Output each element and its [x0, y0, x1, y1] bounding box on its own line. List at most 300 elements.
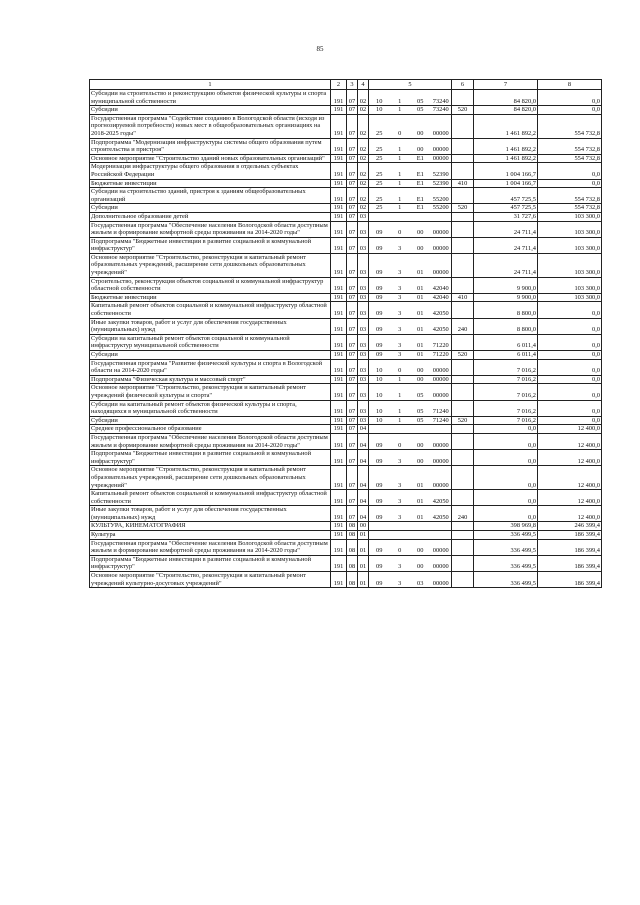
activity-code: 00: [417, 547, 424, 555]
section-code: 07: [347, 416, 358, 425]
amount-col8: 554 732,8: [538, 188, 602, 204]
target-article: [369, 204, 452, 213]
table-row: [90, 212, 602, 221]
table-row: [90, 416, 602, 425]
subsection-code: 02: [358, 90, 369, 106]
subsection-code: 04: [358, 450, 369, 466]
subsection-code: 04: [358, 506, 369, 522]
amount-col8: 103 300,0: [538, 293, 602, 302]
direction-code: 00000: [432, 563, 449, 571]
target-article: [369, 490, 452, 506]
amount-col8: 186 399,4: [538, 531, 602, 540]
amount-col8: 0,0: [538, 384, 602, 400]
subsection-code: 04: [358, 490, 369, 506]
amount-col8: 12 400,0: [538, 506, 602, 522]
expense-type: [452, 212, 474, 221]
activity-code: E1: [416, 154, 424, 162]
target-article: [369, 572, 452, 588]
admin-code: 191: [331, 106, 347, 115]
table-row: [90, 188, 602, 204]
direction-code: 42050: [432, 497, 449, 505]
expense-type: [452, 433, 474, 449]
activity-code: E1: [416, 195, 424, 203]
amount-col8: 246 399,4: [538, 522, 602, 531]
amount-col7: 7 016,2: [474, 400, 538, 416]
row-name: Основное мероприятие "Строительство зданий новых образовательных организаций": [90, 154, 331, 163]
section-code: 08: [347, 539, 358, 555]
direction-code: 00000: [432, 579, 449, 587]
row-name: Подпрограмма "Модернизация инфраструктуры системы общего образования путем строительства и пристроя": [90, 138, 331, 154]
target-article: [369, 253, 452, 277]
section-code: 07: [347, 204, 358, 213]
target-article: [369, 539, 452, 555]
row-name: КУЛЬТУРА, КИНЕМАТОГРАФИЯ: [90, 522, 331, 531]
amount-col7: 336 499,5: [474, 539, 538, 555]
subsection-code: 02: [358, 106, 369, 115]
direction-code: 00000: [432, 229, 449, 237]
table-row: [90, 318, 602, 334]
direction-code: 52390: [432, 179, 449, 187]
amount-col7: 24 711,4: [474, 221, 538, 237]
table-row: [90, 490, 602, 506]
section-code: 07: [347, 163, 358, 179]
amount-col8: 554 732,8: [538, 204, 602, 213]
row-name: Государственная программа "Содействие созданию в Вологодской области (исходя из прогнозируемой потребности) новых мест в общеобразовательных организациях на 2018-2025 годы": [90, 114, 331, 138]
target-article: [369, 277, 452, 293]
subprogram-code: 3: [398, 285, 402, 293]
amount-col7: 31 727,6: [474, 212, 538, 221]
subprogram-code: 3: [398, 310, 402, 318]
table-row: [90, 302, 602, 318]
program-code: 09: [376, 342, 383, 350]
subsection-code: 03: [358, 302, 369, 318]
direction-code: 42040: [432, 285, 449, 293]
table-row: [90, 154, 602, 163]
subsection-code: 01: [358, 555, 369, 571]
subsection-code: 03: [358, 277, 369, 293]
subsection-code: 03: [358, 221, 369, 237]
activity-code: E1: [416, 204, 424, 212]
budget-table: [89, 79, 602, 588]
expense-type: [452, 253, 474, 277]
program-code: 09: [376, 579, 383, 587]
target-article: [369, 506, 452, 522]
amount-col8: 0,0: [538, 90, 602, 106]
table-row: [90, 106, 602, 115]
subprogram-code: 0: [398, 441, 402, 449]
subsection-code: 03: [358, 237, 369, 253]
subsection-code: 01: [358, 572, 369, 588]
direction-code: 42040: [432, 293, 449, 301]
section-code: 07: [347, 359, 358, 375]
activity-code: 01: [417, 351, 424, 358]
amount-col8: 0,0: [538, 375, 602, 384]
amount-col8: 103 300,0: [538, 277, 602, 293]
program-code: 09: [376, 285, 383, 293]
subsection-code: 02: [358, 163, 369, 179]
subsection-code: 02: [358, 204, 369, 213]
subsection-code: 01: [358, 539, 369, 555]
admin-code: 191: [331, 522, 347, 531]
row-name: Капитальный ремонт объектов социальной и коммунальной инфраструктур областной собственности: [90, 490, 331, 506]
amount-col8: 554 732,8: [538, 138, 602, 154]
target-article: [369, 466, 452, 490]
expense-type: [452, 572, 474, 588]
amount-col8: 103 300,0: [538, 253, 602, 277]
direction-code: 42050: [432, 310, 449, 318]
section-code: 07: [347, 506, 358, 522]
amount-col7: 9 900,0: [474, 293, 538, 302]
program-code: 09: [376, 310, 383, 318]
program-code: 09: [376, 441, 383, 449]
target-article: [369, 450, 452, 466]
admin-code: 191: [331, 490, 347, 506]
subsection-code: 00: [358, 522, 369, 531]
subsection-code: 04: [358, 425, 369, 434]
expense-type: 520: [452, 106, 474, 115]
amount-col7: 7 016,2: [474, 359, 538, 375]
subsection-code: 03: [358, 253, 369, 277]
subsection-code: 03: [358, 212, 369, 221]
row-name: Подпрограмма "Бюджетные инвестиции в развитие социальной и коммунальной инфраструктур": [90, 237, 331, 253]
expense-type: [452, 302, 474, 318]
admin-code: 191: [331, 221, 347, 237]
amount-col7: 1 004 166,7: [474, 163, 538, 179]
expense-type: [452, 188, 474, 204]
expense-type: 410: [452, 179, 474, 188]
program-code: 09: [376, 497, 383, 505]
section-code: 07: [347, 114, 358, 138]
admin-code: 191: [331, 506, 347, 522]
subprogram-code: 3: [398, 457, 402, 465]
program-code: 25: [376, 170, 383, 178]
amount-col7: 7 016,2: [474, 375, 538, 384]
program-code: 09: [376, 513, 383, 521]
subsection-code: 02: [358, 179, 369, 188]
expense-type: [452, 277, 474, 293]
table-row: [90, 400, 602, 416]
subprogram-code: 3: [398, 563, 402, 571]
target-article: [369, 106, 452, 115]
program-code: 09: [376, 481, 383, 489]
section-code: 08: [347, 555, 358, 571]
table-row: [90, 506, 602, 522]
row-name: Культура: [90, 531, 331, 540]
subsection-code: 03: [358, 318, 369, 334]
direction-code: 00000: [432, 457, 449, 465]
amount-col7: 84 820,0: [474, 90, 538, 106]
admin-code: 191: [331, 90, 347, 106]
target-article: [369, 221, 452, 237]
target-article: [369, 163, 452, 179]
subprogram-code: 1: [398, 195, 402, 203]
table-body: [90, 90, 602, 588]
direction-code: 42050: [432, 513, 449, 521]
admin-code: 191: [331, 572, 347, 588]
row-name: Государственная программа "Развитие физической культуры и спорта в Вологодской области на 2014-2020 годы": [90, 359, 331, 375]
expense-type: [452, 90, 474, 106]
amount-col7: 24 711,4: [474, 253, 538, 277]
table-row: [90, 179, 602, 188]
target-article: [369, 359, 452, 375]
header-cell: 5: [369, 80, 452, 90]
program-code: 25: [376, 146, 383, 154]
row-name: Модернизация инфраструктуры общего образования в отдельных субъектах Российской Федерации: [90, 163, 331, 179]
direction-code: 42050: [432, 326, 449, 334]
table-row: [90, 450, 602, 466]
subprogram-code: 3: [398, 481, 402, 489]
amount-col7: 7 016,2: [474, 384, 538, 400]
subprogram-code: 1: [398, 408, 402, 416]
direction-code: 55200: [432, 204, 449, 212]
direction-code: 00000: [432, 146, 449, 154]
section-code: 07: [347, 237, 358, 253]
amount-col7: 0,0: [474, 466, 538, 490]
program-code: 25: [376, 154, 383, 162]
section-code: 07: [347, 106, 358, 115]
subprogram-code: 1: [398, 179, 402, 187]
expense-type: 520: [452, 351, 474, 360]
table-row: [90, 334, 602, 350]
amount-col8: 12 400,0: [538, 450, 602, 466]
target-article: [369, 384, 452, 400]
program-code: 10: [376, 408, 383, 416]
activity-code: 05: [417, 408, 424, 416]
subprogram-code: 1: [398, 416, 402, 424]
program-code: 10: [376, 391, 383, 399]
subsection-code: 02: [358, 154, 369, 163]
activity-code: 01: [417, 326, 424, 334]
admin-code: 191: [331, 163, 347, 179]
program-code: 25: [376, 195, 383, 203]
subsection-code: 02: [358, 188, 369, 204]
program-code: 10: [376, 375, 383, 383]
amount-col7: 0,0: [474, 450, 538, 466]
subprogram-code: 1: [398, 204, 402, 212]
subprogram-code: 3: [398, 326, 402, 334]
amount-col7: 6 011,4: [474, 351, 538, 360]
expense-type: [452, 237, 474, 253]
program-code: 25: [376, 129, 383, 137]
header-cell: 2: [331, 80, 347, 90]
amount-col7: 6 011,4: [474, 334, 538, 350]
row-name: Государственная программа "Обеспечение населения Вологодской области доступным жильем и формирование комфортной среды проживания на 2014-2020 годы": [90, 433, 331, 449]
expense-type: [452, 154, 474, 163]
subprogram-code: 1: [398, 146, 402, 154]
header-cell: 3: [347, 80, 358, 90]
activity-code: 00: [417, 457, 424, 465]
subsection-code: 03: [358, 334, 369, 350]
section-code: 07: [347, 179, 358, 188]
table-row: [90, 237, 602, 253]
admin-code: 191: [331, 359, 347, 375]
section-code: 07: [347, 90, 358, 106]
subsection-code: 03: [358, 400, 369, 416]
amount-col8: 12 400,0: [538, 425, 602, 434]
target-article: [369, 212, 452, 221]
amount-col7: 9 900,0: [474, 277, 538, 293]
header-row: [90, 80, 602, 90]
section-code: 07: [347, 433, 358, 449]
table-row: [90, 572, 602, 588]
admin-code: 191: [331, 466, 347, 490]
amount-col7: 398 969,8: [474, 522, 538, 531]
subsection-code: 03: [358, 293, 369, 302]
amount-col7: 1 004 166,7: [474, 179, 538, 188]
amount-col8: 0,0: [538, 163, 602, 179]
section-code: 07: [347, 384, 358, 400]
program-code: 09: [376, 269, 383, 277]
admin-code: 191: [331, 277, 347, 293]
amount-col7: 1 461 892,2: [474, 114, 538, 138]
activity-code: 01: [417, 269, 424, 277]
row-name: Субсидии на капитальный ремонт объектов социальной и коммунальной инфраструктур муниципальной собственности: [90, 334, 331, 350]
admin-code: 191: [331, 555, 347, 571]
section-code: 07: [347, 188, 358, 204]
amount-col7: 1 461 892,2: [474, 154, 538, 163]
table-row: [90, 539, 602, 555]
admin-code: 191: [331, 400, 347, 416]
admin-code: 191: [331, 334, 347, 350]
section-code: 07: [347, 318, 358, 334]
header-cell: 8: [538, 80, 602, 90]
subsection-code: 04: [358, 466, 369, 490]
table-row: [90, 433, 602, 449]
program-code: 25: [376, 204, 383, 212]
subprogram-code: 3: [398, 351, 402, 358]
amount-col7: 0,0: [474, 506, 538, 522]
direction-code: 73240: [432, 106, 449, 114]
subprogram-code: 1: [398, 106, 402, 114]
row-name: Строительство, реконструкция объектов социальной и коммунальной инфраструктур областной собственности: [90, 277, 331, 293]
table-row: [90, 375, 602, 384]
target-article: [369, 90, 452, 106]
amount-col7: 0,0: [474, 490, 538, 506]
program-code: 10: [376, 367, 383, 375]
section-code: 07: [347, 466, 358, 490]
row-name: Субсидии: [90, 106, 331, 115]
amount-col8: 0,0: [538, 400, 602, 416]
expense-type: [452, 450, 474, 466]
section-code: 07: [347, 425, 358, 434]
subprogram-code: 1: [398, 154, 402, 162]
subprogram-code: 0: [398, 129, 402, 137]
amount-col8: 554 732,8: [538, 114, 602, 138]
activity-code: E1: [416, 170, 424, 178]
target-article: [369, 179, 452, 188]
admin-code: 191: [331, 539, 347, 555]
amount-col8: 0,0: [538, 318, 602, 334]
expense-type: 520: [452, 416, 474, 425]
header-cell: 1: [90, 80, 331, 90]
activity-code: 00: [417, 146, 424, 154]
admin-code: 191: [331, 138, 347, 154]
row-name: Государственная программа "Обеспечение населения Вологодской области доступным жильем и формирование комфортной среды проживания на 2014-2020 годы": [90, 221, 331, 237]
table-row: [90, 114, 602, 138]
header-cell: 4: [358, 80, 369, 90]
table-row: [90, 204, 602, 213]
direction-code: 00000: [432, 481, 449, 489]
table-row: [90, 163, 602, 179]
table-row: [90, 425, 602, 434]
amount-col7: 24 711,4: [474, 237, 538, 253]
direction-code: 55200: [432, 195, 449, 203]
header-cell: 7: [474, 80, 538, 90]
target-article: [369, 138, 452, 154]
admin-code: 191: [331, 179, 347, 188]
expense-type: 240: [452, 318, 474, 334]
row-name: Субсидии: [90, 416, 331, 425]
amount-col7: 84 820,0: [474, 106, 538, 115]
activity-code: 01: [417, 293, 424, 301]
amount-col7: 8 800,0: [474, 318, 538, 334]
activity-code: 00: [417, 563, 424, 571]
row-name: Бюджетные инвестиции: [90, 179, 331, 188]
row-name: Дополнительное образование детей: [90, 212, 331, 221]
program-code: 09: [376, 229, 383, 237]
subsection-code: 03: [358, 416, 369, 425]
direction-code: 00000: [432, 129, 449, 137]
admin-code: 191: [331, 237, 347, 253]
amount-col7: 0,0: [474, 433, 538, 449]
subprogram-code: 3: [398, 269, 402, 277]
activity-code: 00: [417, 229, 424, 237]
activity-code: 05: [417, 416, 424, 424]
activity-code: 01: [417, 342, 424, 350]
row-name: Подпрограмма "Бюджетные инвестиции в развитие социальной и коммунальной инфраструктур": [90, 450, 331, 466]
program-code: 09: [376, 351, 383, 358]
expense-type: [452, 138, 474, 154]
admin-code: 191: [331, 384, 347, 400]
target-article: [369, 114, 452, 138]
expense-type: [452, 425, 474, 434]
admin-code: 191: [331, 154, 347, 163]
activity-code: 05: [417, 391, 424, 399]
admin-code: 191: [331, 114, 347, 138]
section-code: 08: [347, 572, 358, 588]
row-name: Основное мероприятие "Строительство, реконструкция и капитальный ремонт учреждений культурно-досуговых учреждений": [90, 572, 331, 588]
amount-col8: 186 399,4: [538, 539, 602, 555]
table-row: [90, 531, 602, 540]
row-name: Субсидии: [90, 351, 331, 360]
admin-code: 191: [331, 375, 347, 384]
amount-col8: 103 300,0: [538, 237, 602, 253]
section-code: 07: [347, 253, 358, 277]
admin-code: 191: [331, 302, 347, 318]
target-article: [369, 425, 452, 434]
activity-code: E1: [416, 179, 424, 187]
expense-type: [452, 466, 474, 490]
admin-code: 191: [331, 425, 347, 434]
header-cell: 6: [452, 80, 474, 90]
section-code: 07: [347, 351, 358, 360]
expense-type: [452, 221, 474, 237]
program-code: 10: [376, 97, 383, 105]
table-row: [90, 138, 602, 154]
admin-code: 191: [331, 318, 347, 334]
expense-type: [452, 531, 474, 540]
section-code: 07: [347, 212, 358, 221]
subprogram-code: 0: [398, 367, 402, 375]
page-number: 85: [316, 45, 324, 53]
expense-type: [452, 522, 474, 531]
table-row: [90, 221, 602, 237]
amount-col7: 8 800,0: [474, 302, 538, 318]
admin-code: 191: [331, 188, 347, 204]
admin-code: 191: [331, 531, 347, 540]
activity-code: 01: [417, 513, 424, 521]
activity-code: 00: [417, 245, 424, 253]
